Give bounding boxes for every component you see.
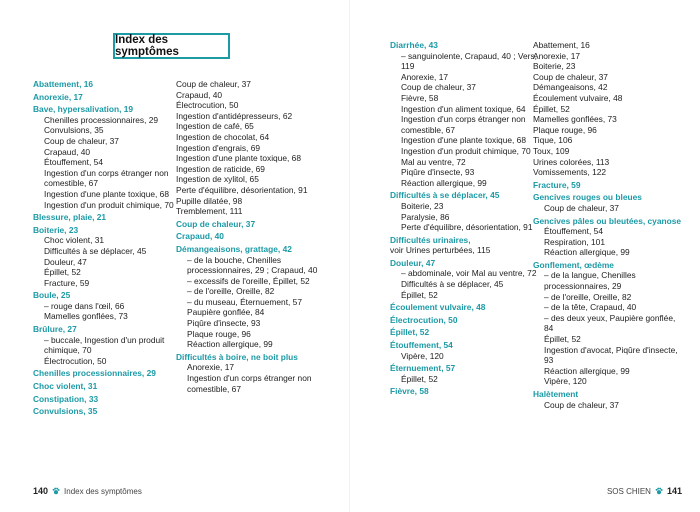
index-subentry: Écoulement vulvaire, 48 <box>533 92 623 103</box>
index-column-3 <box>390 40 540 399</box>
index-subentry: Tremblement, 111 <box>176 206 243 217</box>
index-entry <box>533 389 683 410</box>
index-subentry: Coup de chaleur, 37 <box>544 399 619 410</box>
index-subentry: Épillet, 52 <box>401 373 438 384</box>
index-subentry: Ingestion d'antidépresseurs, 62 <box>176 110 293 121</box>
footer-left-text: Index des symptômes <box>64 486 142 496</box>
index-subentry: – sanguinolente, Crapaud, 40 ; Vers, 119 <box>401 50 537 72</box>
index-subentry: Tique, 106 <box>533 135 573 146</box>
index-heading: Épillet, 52 <box>390 327 430 338</box>
index-subentry: Respiration, 101 <box>544 236 605 247</box>
index-entry <box>533 40 683 178</box>
index-entry <box>390 258 540 300</box>
index-subentry: Réaction allergique, 99 <box>401 177 487 188</box>
index-heading: Abattement, 16 <box>33 79 94 89</box>
index-subentry: Toux, 109 <box>533 145 570 156</box>
index-subentry: Ingestion de chocolat, 64 <box>176 131 270 142</box>
index-subentry: Coup de chaleur, 37 <box>401 82 476 93</box>
index-subentry: – de l'oreille, Oreille, 82 <box>187 286 275 297</box>
index-entry <box>533 260 683 387</box>
index-entry <box>33 225 181 289</box>
index-heading: Blessure, plaie, 21 <box>33 212 107 223</box>
index-entry <box>390 190 540 232</box>
page-number-right: 141 <box>666 486 682 496</box>
index-entry <box>176 219 336 230</box>
index-subentry: Réaction allergique, 99 <box>544 365 630 376</box>
index-heading: Démangeaisons, grattage, 42 <box>176 243 292 254</box>
index-subentry: Ingestion d'un corps étranger non comestible, 67 <box>187 373 312 394</box>
index-heading: Diarrhée, 43 <box>390 40 438 50</box>
index-subentry: Piqûre d'insecte, 93 <box>187 318 261 329</box>
index-entry <box>33 324 181 366</box>
index-entry <box>533 216 683 258</box>
index-entry <box>33 406 181 417</box>
index-subentry: Boiterie, 23 <box>401 200 444 211</box>
index-subentry: Crapaud, 40 <box>176 89 223 100</box>
index-title: Index des symptômes <box>113 33 230 59</box>
index-subentry: Étouffement, 54 <box>544 226 603 237</box>
index-subentry: Crapaud, 40 <box>44 146 91 157</box>
index-subentry: Coup de chaleur, 37 <box>176 79 251 89</box>
index-subentry: Ingestion d'un corps étranger non comestible, 67 <box>44 167 169 189</box>
index-heading: Bave, hypersalivation, 19 <box>33 104 134 115</box>
index-subentry: Anorexie, 17 <box>187 362 235 373</box>
index-heading: Halètement <box>533 389 579 399</box>
page-gutter <box>349 0 350 512</box>
index-entry <box>33 104 181 210</box>
index-see-also: voir Urines perturbées, 115 <box>390 245 491 256</box>
index-entry <box>33 381 181 392</box>
index-heading: Étouffement, 54 <box>390 340 453 351</box>
index-subentry: Ingestion d'une plante toxique, 68 <box>401 135 526 146</box>
index-heading: Gencives rouges ou bleues <box>533 192 642 203</box>
index-subentry: Ingestion de café, 65 <box>176 121 254 132</box>
index-subentry: – de la langue, Chenilles processionnaires, 29 <box>544 270 636 292</box>
index-subentry: Ingestion d'une plante toxique, 68 <box>176 153 301 164</box>
index-heading: Fracture, 59 <box>533 179 581 190</box>
index-subentry: – buccale, Ingestion d'un produit chimique, 70 <box>44 334 165 356</box>
index-subentry: Piqûre d'insecte, 93 <box>401 167 475 178</box>
index-subentry: Ingestion d'engrais, 69 <box>176 142 261 153</box>
index-subentry: Coup de chaleur, 37 <box>533 71 608 82</box>
index-subentry: Pupille dilatée, 98 <box>176 195 243 206</box>
index-entry <box>33 79 181 90</box>
index-subentry: Anorexie, 17 <box>401 71 449 82</box>
index-subentry: Mamelles gonflées, 73 <box>44 311 128 322</box>
index-entry <box>533 180 683 191</box>
index-subentry: Perte d'équilibre, désorientation, 91 <box>176 184 308 195</box>
footer-right-text: SOS CHIEN <box>606 486 651 496</box>
index-entry <box>33 394 181 405</box>
index-subentry: Réaction allergique, 99 <box>544 247 630 258</box>
index-heading: Brûlure, 27 <box>33 324 77 335</box>
index-heading: Écoulement vulvaire, 48 <box>390 302 486 313</box>
index-subentry: Ingestion d'un produit chimique, 70 <box>44 199 174 210</box>
index-entry <box>533 192 683 213</box>
index-heading: Difficultés à se déplacer, 45 <box>390 190 500 201</box>
index-subentry: Boiterie, 23 <box>533 61 576 72</box>
index-subentry: Électrocution, 50 <box>44 355 107 366</box>
paw-icon <box>655 487 663 495</box>
index-subentry: – de l'oreille, Oreille, 82 <box>544 291 632 302</box>
index-heading: Anorexie, 17 <box>33 91 83 102</box>
index-subentry: Électrocution, 50 <box>176 100 239 111</box>
index-entry <box>390 40 540 188</box>
index-subentry: Ingestion d'un corps étranger non comestible, 67 <box>401 114 526 135</box>
index-entry <box>390 386 540 397</box>
index-subentry: Urines colorées, 113 <box>533 156 610 167</box>
index-heading: Convulsions, 35 <box>33 406 98 417</box>
index-subentry: Ingestion d'une plante toxique, 68 <box>44 188 169 199</box>
index-subentry: – excessifs de l'oreille, Épillet, 52 <box>187 275 310 286</box>
index-entry <box>33 368 181 379</box>
index-subentry: Réaction allergique, 99 <box>187 339 273 350</box>
index-subentry: Démangeaisons, 42 <box>533 82 608 93</box>
index-column-2 <box>176 79 336 396</box>
index-subentry: – de la tête, Crapaud, 40 <box>544 302 637 313</box>
index-subentry: Coup de chaleur, 37 <box>44 135 119 146</box>
index-subentry: Fièvre, 58 <box>401 92 439 103</box>
page-number-left: 140 <box>33 486 49 496</box>
index-subentry: Épillet, 52 <box>401 289 438 300</box>
index-heading: Éternuement, 57 <box>390 363 456 374</box>
index-subentry: Douleur, 47 <box>44 256 87 267</box>
index-entry <box>176 231 336 242</box>
index-subentry: Mal au ventre, 72 <box>401 156 466 167</box>
index-heading: Chenilles processionnaires, 29 <box>33 368 156 379</box>
footer-left <box>33 486 142 496</box>
index-subentry: Mamelles gonflées, 73 <box>533 114 617 125</box>
index-entry <box>176 352 336 394</box>
index-column-4 <box>533 40 683 412</box>
footer-right <box>607 486 682 496</box>
index-subentry: Vipère, 120 <box>401 350 444 361</box>
paw-icon <box>52 487 60 495</box>
index-subentry: Ingestion d'avocat, Piqûre d'insecte, 93 <box>544 344 678 366</box>
index-subentry: Choc violent, 31 <box>44 235 105 246</box>
index-subentry: Épillet, 52 <box>544 334 581 345</box>
index-subentry: Abattement, 16 <box>533 40 590 50</box>
index-entry <box>390 340 540 361</box>
index-entry <box>33 290 181 322</box>
index-heading: Douleur, 47 <box>390 257 436 268</box>
index-subentry: Paralysie, 86 <box>401 211 450 222</box>
index-entry <box>390 327 540 338</box>
index-subentry: Convulsions, 35 <box>44 125 104 136</box>
index-subentry: Ingestion d'un produit chimique, 70 <box>401 145 531 156</box>
index-subentry: Difficultés à se déplacer, 45 <box>44 245 147 256</box>
index-heading: Coup de chaleur, 37 <box>176 218 256 229</box>
index-heading: Crapaud, 40 <box>176 231 224 242</box>
index-subentry: Ingestion de xylitol, 65 <box>176 174 259 185</box>
index-subentry: – des deux yeux, Paupière gonflée, 84 <box>544 312 676 334</box>
index-subentry: Plaque rouge, 96 <box>187 328 251 339</box>
index-subentry: – abdominale, voir Mal au ventre, 72 <box>401 268 537 279</box>
index-heading: Gonflement, œdème <box>533 259 614 270</box>
index-subentry: Vipère, 120 <box>544 376 587 387</box>
index-subentry: – du museau, Éternuement, 57 <box>187 296 302 307</box>
index-subentry: Chenilles processionnaires, 29 <box>44 114 159 125</box>
index-subentry: Étouffement, 54 <box>44 157 103 168</box>
index-subentry: Coup de chaleur, 37 <box>544 202 619 213</box>
index-heading: Boule, 25 <box>33 290 71 301</box>
index-subentry: Fracture, 59 <box>44 277 90 288</box>
index-subentry: Vomissements, 122 <box>533 167 607 178</box>
index-heading: Fièvre, 58 <box>390 386 429 397</box>
index-heading: Boiterie, 23 <box>33 224 79 235</box>
index-heading: Difficultés urinaires, <box>390 234 471 245</box>
index-subentry: Ingestion d'un aliment toxique, 64 <box>401 103 526 114</box>
index-heading: Difficultés à boire, ne boit plus <box>176 351 298 362</box>
index-entry <box>33 212 181 223</box>
index-subentry: Épillet, 52 <box>533 103 570 114</box>
index-entry <box>390 302 540 313</box>
index-heading: Électrocution, 50 <box>390 314 458 325</box>
index-subentry: Paupière gonflée, 84 <box>187 307 265 318</box>
index-subentry: Difficultés à se déplacer, 45 <box>401 279 504 290</box>
index-heading: Choc violent, 31 <box>33 381 98 392</box>
index-subentry: – de la bouche, Chenilles processionnaires, 29 ; Crapaud, 40 <box>187 254 318 276</box>
index-subentry: Plaque rouge, 96 <box>533 124 597 135</box>
index-entry <box>176 244 336 350</box>
index-subentry: Épillet, 52 <box>44 267 81 278</box>
index-entry <box>390 315 540 326</box>
index-subentry: Ingestion de raticide, 69 <box>176 163 265 174</box>
index-column-1 <box>33 79 181 419</box>
index-entry <box>390 363 540 384</box>
index-heading: Constipation, 33 <box>33 393 99 404</box>
index-heading: Gencives pâles ou bleutées, cyanose <box>533 215 682 226</box>
index-subentry: Anorexie, 17 <box>533 50 581 61</box>
index-entry <box>390 235 540 256</box>
index-entry <box>33 92 181 103</box>
index-subentry: Perte d'équilibre, désorientation, 91 <box>401 222 533 233</box>
index-subentry: – rouge dans l'œil, 66 <box>44 300 125 311</box>
index-entry <box>176 79 336 217</box>
